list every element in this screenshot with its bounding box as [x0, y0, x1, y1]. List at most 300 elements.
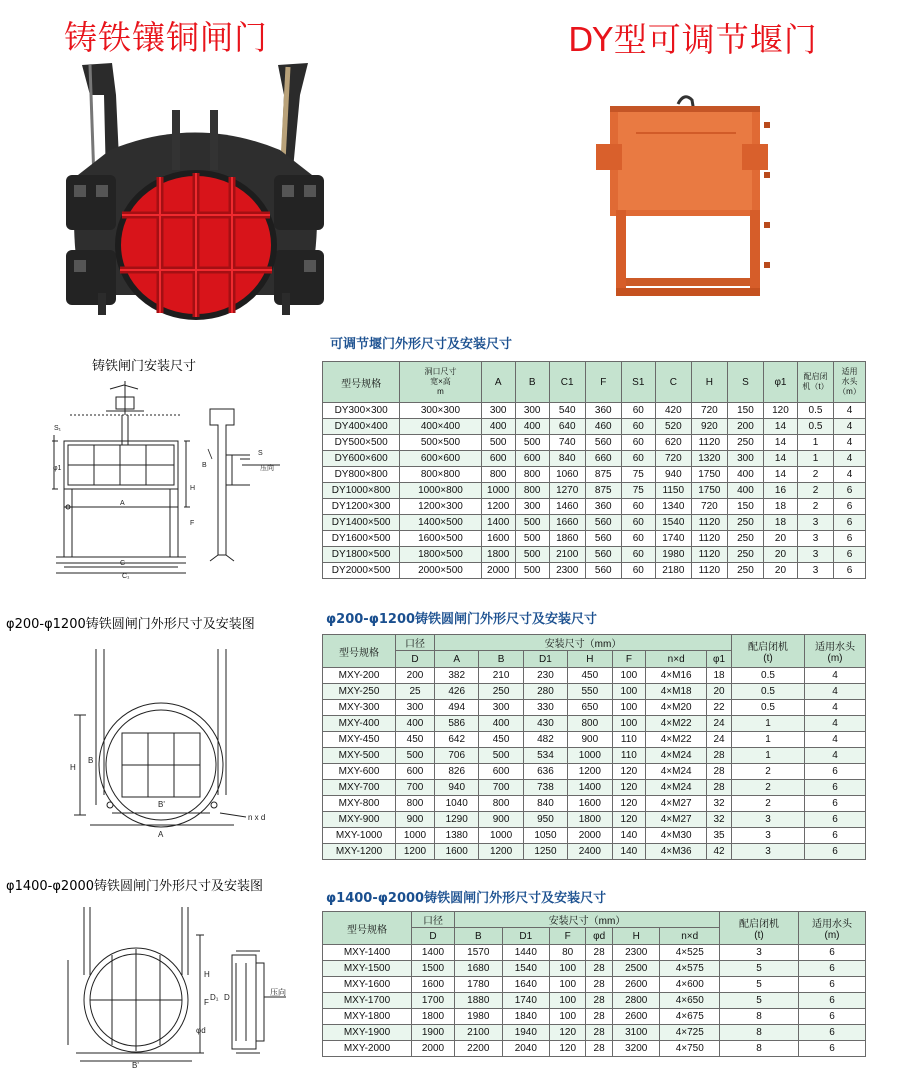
table-cell: 600: [479, 764, 523, 780]
table-cell: 250: [727, 563, 763, 579]
table-cell: 4: [805, 668, 866, 684]
table-cell: DY2000×500: [323, 563, 400, 579]
table-cell: 1800: [568, 812, 612, 828]
table-cell: 500: [515, 515, 549, 531]
table-cell: 4: [805, 684, 866, 700]
table-cell: 4×M27: [646, 796, 707, 812]
svg-text:F: F: [190, 520, 195, 527]
table-row: [323, 993, 866, 1009]
table-cell: 1200: [396, 844, 435, 860]
table-cell: MXY-1500: [323, 961, 412, 977]
table-cell: 250: [727, 547, 763, 563]
table-cell: 1800: [481, 547, 515, 563]
table-cell: 3: [732, 828, 805, 844]
table-cell: 150: [727, 403, 763, 419]
table-cell: 1540: [655, 515, 691, 531]
table-row: [323, 748, 866, 764]
table-cell: 28: [707, 748, 732, 764]
table-cell: MXY-400: [323, 716, 396, 732]
table-cell: 60: [621, 531, 655, 547]
table-cell: DY1400×500: [323, 515, 400, 531]
table-cell: 120: [550, 1041, 586, 1057]
table-cell: 28: [707, 780, 732, 796]
table-cell: 60: [621, 435, 655, 451]
table-cell: 2000×500: [400, 563, 481, 579]
title-cast-iron-gate: 铸铁镶铜闸门: [64, 18, 268, 57]
table-cell: 600: [481, 451, 515, 467]
table-cell: 120: [763, 403, 797, 419]
table-cell: 1120: [691, 563, 727, 579]
table-cell: 8: [720, 1025, 799, 1041]
table-cell: 35: [707, 828, 732, 844]
table1-header-cell: 洞口尺寸 宽×高 m: [400, 362, 481, 403]
table-cell: 2: [732, 796, 805, 812]
table-cell: 2600: [612, 977, 660, 993]
table-cell: 534: [523, 748, 567, 764]
table2-subheader-cell: φ1: [707, 651, 732, 668]
table-cell: 2500: [612, 961, 660, 977]
table-cell: 500: [396, 748, 435, 764]
table-cell: 0.5: [732, 684, 805, 700]
table-cell: 900: [568, 732, 612, 748]
table-cell: 5: [720, 977, 799, 993]
table-row: [323, 764, 866, 780]
table-cell: 500: [515, 563, 549, 579]
table2-subheader-cell: n×d: [646, 651, 707, 668]
table-cell: 120: [612, 796, 646, 812]
table-row: [323, 403, 866, 419]
table-cell: 230: [523, 668, 567, 684]
table-cell: 6: [805, 780, 866, 796]
table-row: [323, 515, 866, 531]
table-cell: 1740: [655, 531, 691, 547]
table-cell: 1000: [568, 748, 612, 764]
table-cell: 5: [720, 993, 799, 1009]
table-cell: DY500×500: [323, 435, 400, 451]
svg-text:B': B': [158, 800, 165, 809]
table-row: [323, 1025, 866, 1041]
table-cell: 450: [479, 732, 523, 748]
table-cell: 2400: [568, 844, 612, 860]
table-cell: 6: [834, 563, 866, 579]
round-small-drawing-title: φ200-φ1200铸铁圆闸门外形尺寸及安装图: [6, 617, 255, 632]
table-cell: 4×M27: [646, 812, 707, 828]
table-cell: 3: [797, 547, 833, 563]
table-cell: 3: [797, 515, 833, 531]
svg-text:C₁: C₁: [122, 573, 130, 580]
table-row: [323, 435, 866, 451]
table-cell: 700: [396, 780, 435, 796]
table-cell: 6: [834, 483, 866, 499]
table-cell: 6: [799, 945, 866, 961]
table-cell: 110: [612, 748, 646, 764]
table-cell: 60: [621, 515, 655, 531]
table-cell: 3100: [612, 1025, 660, 1041]
table-cell: MXY-1800: [323, 1009, 412, 1025]
table-cell: 560: [585, 563, 621, 579]
table-row: [323, 467, 866, 483]
table-cell: 20: [763, 547, 797, 563]
table-row: [323, 499, 866, 515]
table-cell: 800×800: [400, 467, 481, 483]
table-row: [323, 531, 866, 547]
table-cell: 360: [585, 499, 621, 515]
table-cell: 100: [550, 961, 586, 977]
table-cell: 1600: [412, 977, 455, 993]
table-cell: 1570: [455, 945, 503, 961]
table-cell: 60: [621, 547, 655, 563]
table-cell: MXY-900: [323, 812, 396, 828]
table-cell: 14: [763, 435, 797, 451]
table-cell: 1640: [502, 977, 550, 993]
table3-head-water: 适用水头 (m): [799, 912, 866, 945]
table-cell: 640: [549, 419, 585, 435]
table-cell: 2200: [455, 1041, 503, 1057]
table-cell: MXY-800: [323, 796, 396, 812]
table-cell: 250: [479, 684, 523, 700]
svg-text:S: S: [258, 450, 263, 457]
table-cell: 4×650: [660, 993, 720, 1009]
table-cell: 140: [612, 828, 646, 844]
table-cell: 300: [515, 499, 549, 515]
table3-header-row-1: [323, 912, 866, 928]
table-cell: 300: [479, 700, 523, 716]
table-cell: MXY-2000: [323, 1041, 412, 1057]
table2-head-water: 适用水头 (m): [805, 635, 866, 668]
table-cell: 1980: [455, 1009, 503, 1025]
table2-subheader-cell: D1: [523, 651, 567, 668]
table3-subheader-cell: D: [412, 928, 455, 945]
table-cell: 840: [549, 451, 585, 467]
table-cell: 1: [797, 435, 833, 451]
table-cell: MXY-1900: [323, 1025, 412, 1041]
table-cell: 25: [396, 684, 435, 700]
table-row: [323, 828, 866, 844]
table-cell: 22: [707, 700, 732, 716]
table1-header-cell: B: [515, 362, 549, 403]
table-cell: 1: [797, 451, 833, 467]
table-cell: 250: [727, 435, 763, 451]
table3-head-diameter: 口径: [412, 912, 455, 928]
table-cell: 100: [612, 684, 646, 700]
table-row: [323, 780, 866, 796]
table-cell: 550: [568, 684, 612, 700]
svg-text:F: F: [204, 998, 209, 1007]
table-cell: 720: [691, 499, 727, 515]
table1-header-cell: 适用 水头 （m）: [834, 362, 866, 403]
svg-text:D₁: D₁: [210, 993, 219, 1002]
table-cell: 400: [396, 716, 435, 732]
table-cell: 3: [797, 563, 833, 579]
table-cell: 24: [707, 716, 732, 732]
table-cell: 4×675: [660, 1009, 720, 1025]
table-row: [323, 700, 866, 716]
table-cell: 1: [732, 748, 805, 764]
table-cell: 800: [479, 796, 523, 812]
table-cell: 14: [763, 419, 797, 435]
table-row: [323, 419, 866, 435]
table3-subheader-cell: B: [455, 928, 503, 945]
table-cell: MXY-250: [323, 684, 396, 700]
table-cell: 75: [621, 467, 655, 483]
table-cell: 1060: [549, 467, 585, 483]
table-cell: 8: [720, 1041, 799, 1057]
table-row: [323, 547, 866, 563]
table-row: [323, 716, 866, 732]
table-cell: 0.5: [797, 419, 833, 435]
table-cell: 42: [707, 844, 732, 860]
round-large-gate-drawing: [60, 905, 315, 1070]
table-cell: 6: [799, 977, 866, 993]
table-cell: MXY-1700: [323, 993, 412, 1009]
table3-subheader-cell: n×d: [660, 928, 720, 945]
table-cell: 875: [585, 467, 621, 483]
table-cell: 6: [799, 1025, 866, 1041]
table-cell: 4: [805, 700, 866, 716]
table-row: [323, 451, 866, 467]
table-cell: 6: [834, 515, 866, 531]
table-cell: 100: [612, 700, 646, 716]
table-cell: 840: [523, 796, 567, 812]
table-cell: 600×600: [400, 451, 481, 467]
table-cell: 6: [799, 993, 866, 1009]
cast-iron-gate-photo: [60, 55, 330, 320]
table-cell: 280: [523, 684, 567, 700]
table-cell: 18: [763, 499, 797, 515]
table1-header-row: [323, 362, 866, 403]
round-large-drawing-title: φ1400-φ2000铸铁圆闸门外形尺寸及安装图: [6, 879, 264, 894]
table-cell: 0.5: [732, 668, 805, 684]
table-cell: 210: [479, 668, 523, 684]
table2-header-row-1: [323, 635, 866, 651]
table-cell: 460: [585, 419, 621, 435]
table-cell: 1400: [412, 945, 455, 961]
table-cell: 75: [621, 483, 655, 499]
table-cell: 28: [586, 1041, 613, 1057]
table-cell: 6: [799, 1009, 866, 1025]
table-cell: 1380: [435, 828, 479, 844]
table-cell: 2: [797, 499, 833, 515]
table-cell: 28: [586, 1025, 613, 1041]
table-cell: 100: [612, 668, 646, 684]
table-cell: DY400×400: [323, 419, 400, 435]
table-cell: 120: [612, 780, 646, 796]
table-cell: 100: [612, 716, 646, 732]
table-cell: DY1200×300: [323, 499, 400, 515]
table-cell: 28: [707, 764, 732, 780]
table-cell: 4: [805, 732, 866, 748]
table-cell: 940: [655, 467, 691, 483]
table-cell: 2: [797, 467, 833, 483]
table-cell: 28: [586, 945, 613, 961]
table-cell: 800: [515, 483, 549, 499]
table-cell: 900: [479, 812, 523, 828]
svg-text:S₁: S₁: [54, 425, 62, 432]
table-cell: 28: [586, 993, 613, 1009]
table-cell: 4: [834, 467, 866, 483]
table1-header-cell: S: [727, 362, 763, 403]
table-cell: 2100: [549, 547, 585, 563]
table-row: [323, 563, 866, 579]
table3-subheader-cell: D1: [502, 928, 550, 945]
table-cell: 1120: [691, 435, 727, 451]
table-cell: DY800×800: [323, 467, 400, 483]
table-cell: 586: [435, 716, 479, 732]
table-cell: MXY-1600: [323, 977, 412, 993]
table2-head-model: 型号规格: [323, 635, 396, 668]
svg-text:B': B': [132, 1061, 139, 1070]
table-cell: 642: [435, 732, 479, 748]
table-cell: 200: [396, 668, 435, 684]
table-cell: 1860: [549, 531, 585, 547]
svg-text:C: C: [120, 560, 126, 567]
table-cell: 100: [550, 993, 586, 1009]
table-cell: 2600: [612, 1009, 660, 1025]
table-cell: 0.5: [797, 403, 833, 419]
table-cell: 6: [805, 812, 866, 828]
table-cell: 2000: [481, 563, 515, 579]
table-cell: 6: [805, 828, 866, 844]
table-cell: 620: [655, 435, 691, 451]
table-cell: 4×600: [660, 977, 720, 993]
table-cell: 0.5: [732, 700, 805, 716]
table-cell: 700: [479, 780, 523, 796]
table-cell: 300: [727, 451, 763, 467]
table-cell: 826: [435, 764, 479, 780]
table-cell: 720: [655, 451, 691, 467]
table-row: [323, 796, 866, 812]
table-cell: 500: [479, 748, 523, 764]
table-cell: 4×750: [660, 1041, 720, 1057]
table-cell: 6: [834, 547, 866, 563]
table-row: [323, 732, 866, 748]
table-cell: 1800: [412, 1009, 455, 1025]
table-cell: DY1000×800: [323, 483, 400, 499]
table-cell: 1200: [481, 499, 515, 515]
table-cell: 300: [515, 403, 549, 419]
table-cell: 32: [707, 796, 732, 812]
table-cell: 18: [707, 668, 732, 684]
table-cell: 940: [435, 780, 479, 796]
table-cell: 1050: [523, 828, 567, 844]
table2-subheader-cell: H: [568, 651, 612, 668]
table-cell: 2180: [655, 563, 691, 579]
table-cell: 28: [586, 1009, 613, 1025]
table-cell: 110: [612, 732, 646, 748]
table-cell: 1740: [502, 993, 550, 1009]
table-cell: 1600×500: [400, 531, 481, 547]
table-cell: 1120: [691, 531, 727, 547]
table-cell: MXY-700: [323, 780, 396, 796]
table-cell: 3: [797, 531, 833, 547]
table3-head-model: 型号规格: [323, 912, 412, 945]
table-cell: 1120: [691, 547, 727, 563]
table-cell: 800: [568, 716, 612, 732]
table-cell: 200: [727, 419, 763, 435]
table-row: [323, 961, 866, 977]
table-cell: DY600×600: [323, 451, 400, 467]
table-row: [323, 812, 866, 828]
table-cell: 6: [805, 796, 866, 812]
table-cell: 6: [805, 844, 866, 860]
table-cell: 1000: [479, 828, 523, 844]
table-cell: 2: [732, 764, 805, 780]
table-cell: 100: [550, 1009, 586, 1025]
table-cell: MXY-1400: [323, 945, 412, 961]
table-cell: 740: [549, 435, 585, 451]
table-cell: MXY-1200: [323, 844, 396, 860]
svg-text:φ1: φ1: [53, 465, 62, 472]
table2-head-install: 安装尺寸（mm）: [435, 635, 732, 651]
large-round-gate-spec-table: [322, 911, 866, 1057]
svg-text:B: B: [88, 756, 94, 765]
table-cell: MXY-200: [323, 668, 396, 684]
table-cell: 1040: [435, 796, 479, 812]
table-cell: 1200: [479, 844, 523, 860]
table-cell: 1000: [396, 828, 435, 844]
table1-header-cell: 型号规格: [323, 362, 400, 403]
table-cell: 4×M22: [646, 732, 707, 748]
table-cell: 800: [481, 467, 515, 483]
table-cell: MXY-450: [323, 732, 396, 748]
table2-subheader-cell: B: [479, 651, 523, 668]
table-cell: 60: [621, 499, 655, 515]
table-cell: 2040: [502, 1041, 550, 1057]
table-cell: 250: [727, 515, 763, 531]
table-cell: 1200×300: [400, 499, 481, 515]
table-cell: 8: [720, 1009, 799, 1025]
table-cell: 426: [435, 684, 479, 700]
table-cell: 500×500: [400, 435, 481, 451]
table-cell: 1150: [655, 483, 691, 499]
table3-subheader-cell: φd: [586, 928, 613, 945]
table1-header-cell: C1: [549, 362, 585, 403]
table3-title: φ1400-φ2000铸铁圆闸门外形尺寸及安装尺寸: [326, 891, 607, 906]
table-cell: 18: [763, 515, 797, 531]
table-cell: 300: [396, 700, 435, 716]
table-cell: 560: [585, 547, 621, 563]
table-cell: 6: [834, 499, 866, 515]
table1-header-cell: H: [691, 362, 727, 403]
table-cell: 4×525: [660, 945, 720, 961]
table-cell: 28: [586, 977, 613, 993]
table-cell: 100: [550, 977, 586, 993]
table-cell: 1: [732, 716, 805, 732]
table-cell: MXY-600: [323, 764, 396, 780]
table-cell: 120: [612, 764, 646, 780]
table-cell: 4×M24: [646, 748, 707, 764]
table-cell: 1500: [412, 961, 455, 977]
table-cell: 875: [585, 483, 621, 499]
table-cell: 1600: [435, 844, 479, 860]
table1-header-cell: S1: [621, 362, 655, 403]
table-cell: 4×M20: [646, 700, 707, 716]
svg-text:B: B: [202, 462, 207, 469]
table-cell: 1540: [502, 961, 550, 977]
svg-text:H: H: [190, 485, 196, 492]
table-cell: 3200: [612, 1041, 660, 1057]
table-cell: 400×400: [400, 419, 481, 435]
svg-text:H: H: [204, 970, 210, 979]
table-cell: 6: [799, 961, 866, 977]
table-cell: 1: [732, 732, 805, 748]
table-cell: 1460: [549, 499, 585, 515]
table-cell: 4×575: [660, 961, 720, 977]
table-cell: 120: [550, 1025, 586, 1041]
table-cell: 4×M22: [646, 716, 707, 732]
table-cell: 800: [396, 796, 435, 812]
table-cell: 1400×500: [400, 515, 481, 531]
